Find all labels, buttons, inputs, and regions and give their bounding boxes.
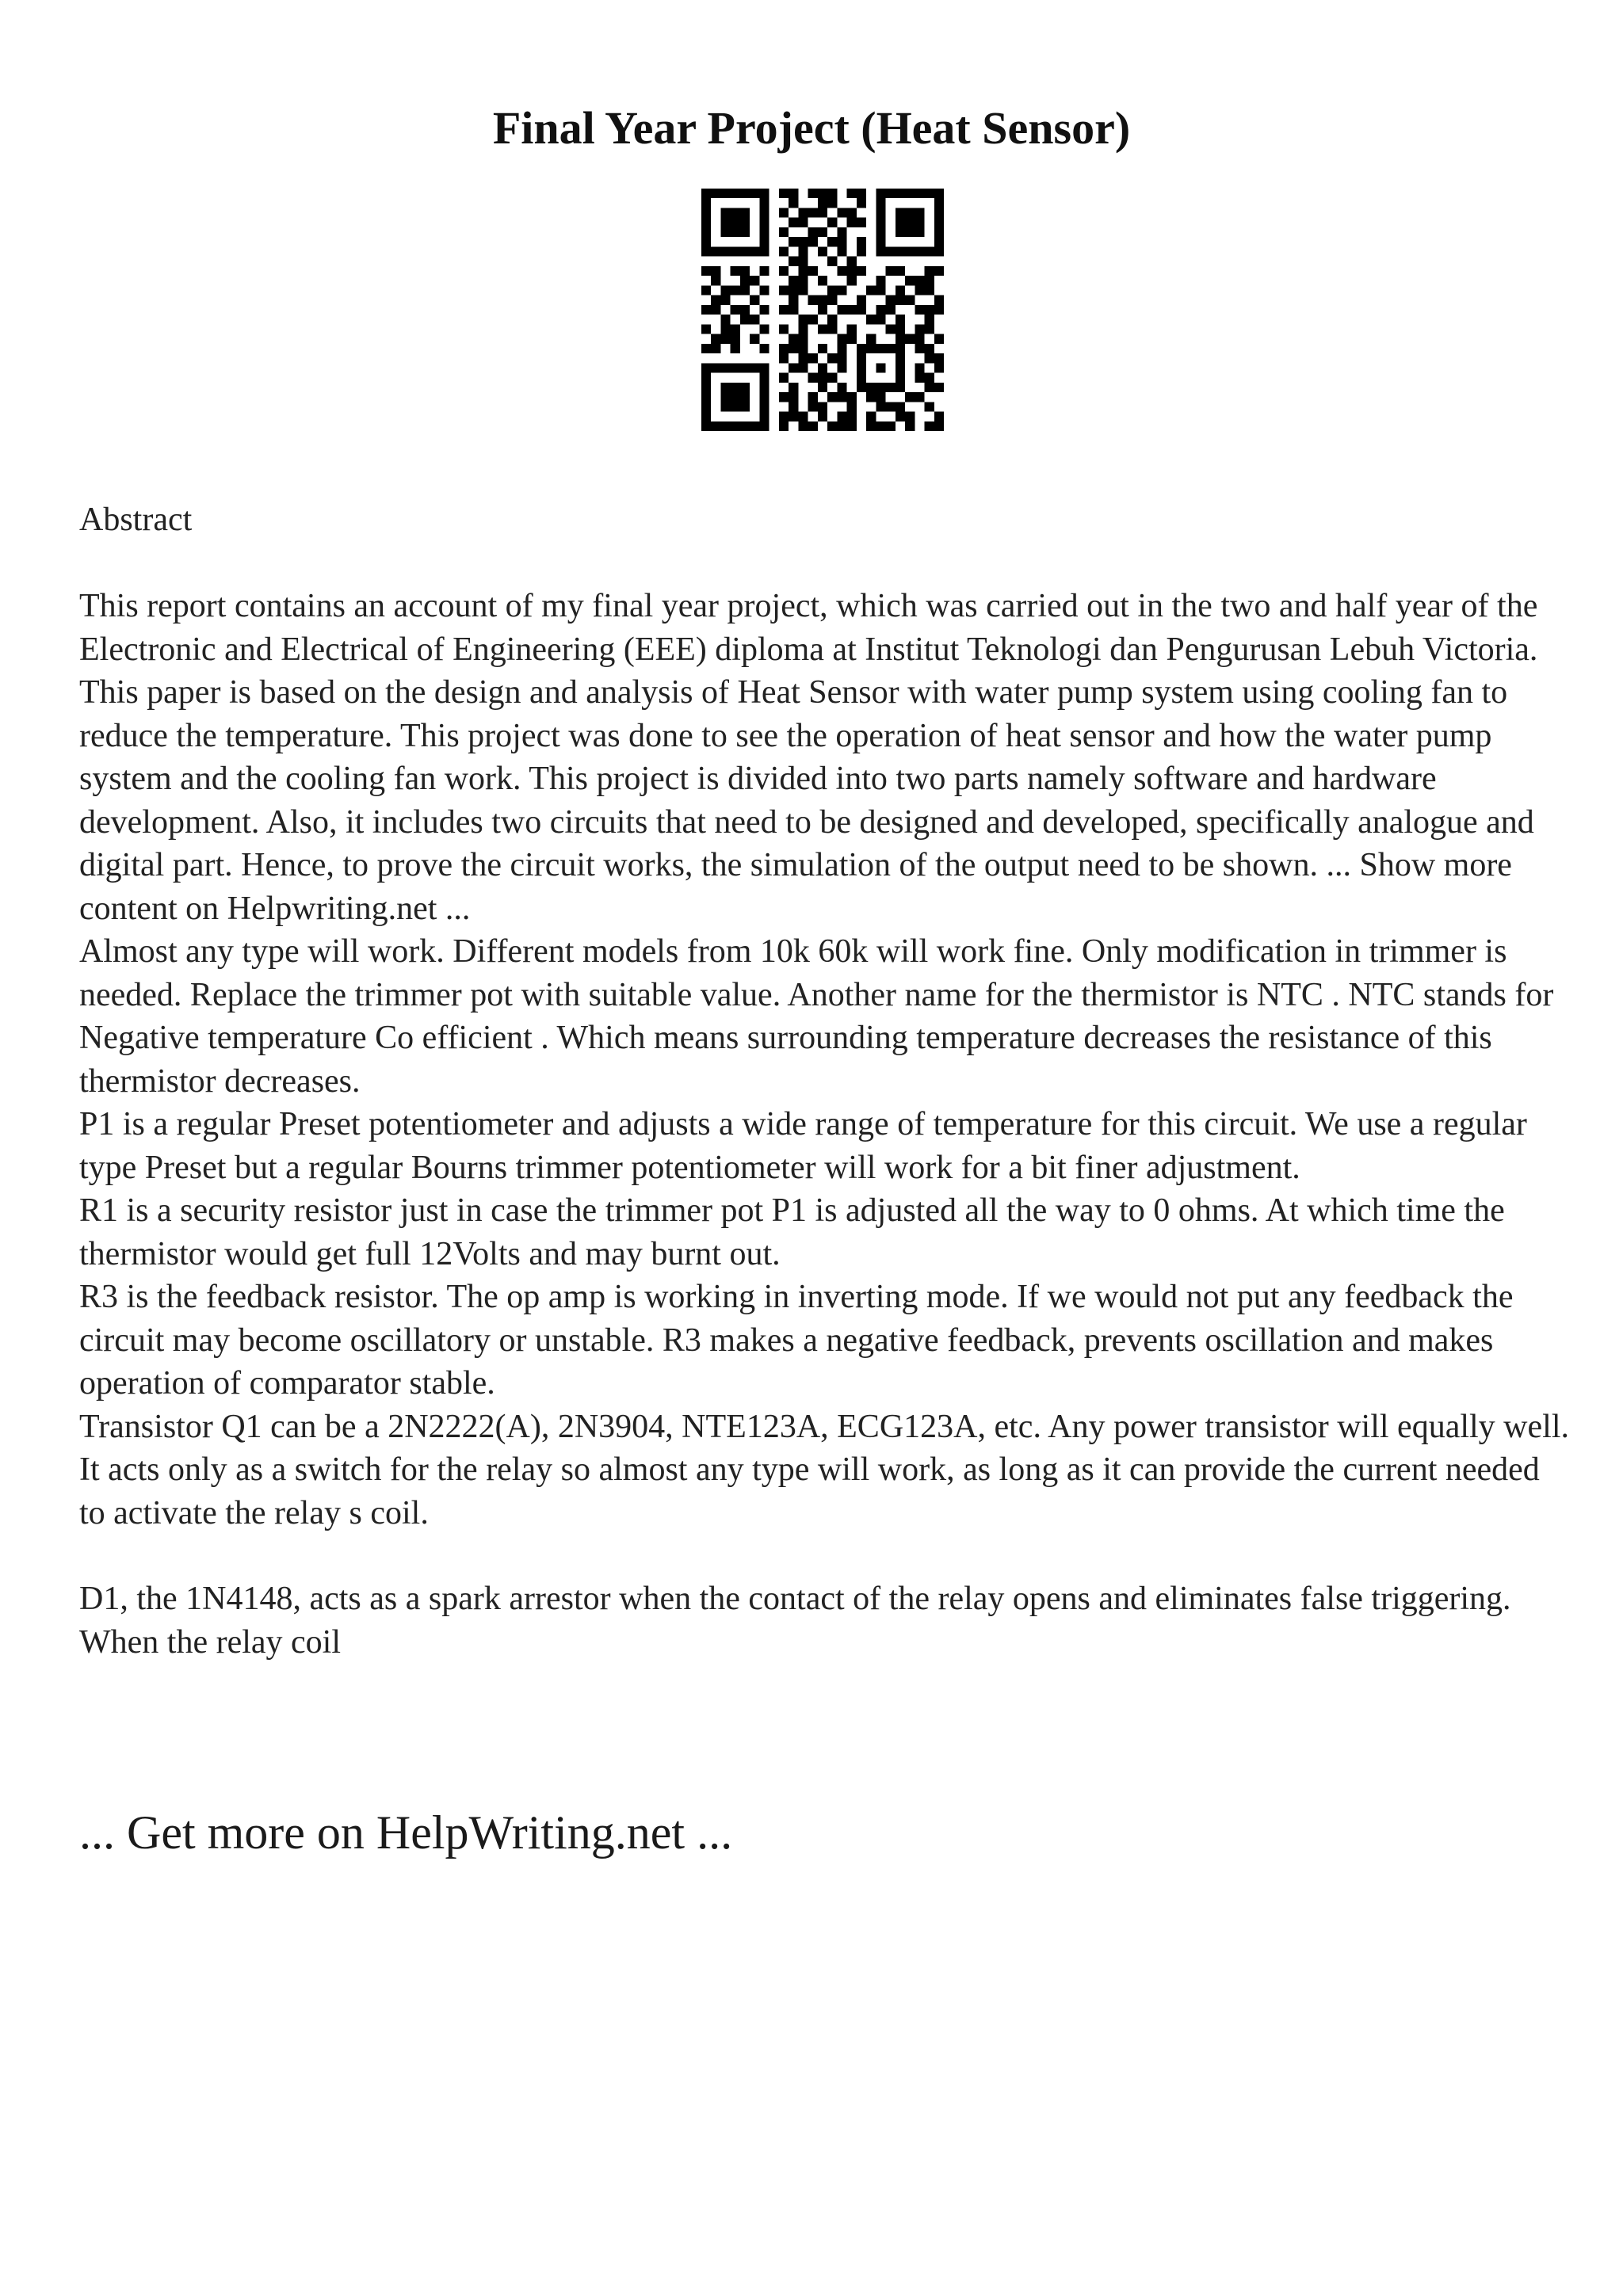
paragraph-intro: This report contains an account of my final year project, which was carried out in the two and half year of the Electronic and Electrical of Engineering (EEE) diploma at Institut Teknologi dan Pengurusan Lebuh Victoria. — [79, 588, 1538, 668]
paragraph-design: This paper is based on the design and analysis of Heat Sensor with water pump system using cooling fan to reduce the temperature. This project was done to see the operation of heat sensor and how the water pump system and the cooling fan work. This project is divided into two parts namely software and hardware development. Also, it includes two circuits that need to be designed and developed, specifically analogue and digital part. Hence, to prove the circuit works, the simulation of the output need to be shown. ... Show more content on Helpwriting.net ... — [79, 674, 1534, 927]
qr-code-icon[interactable] — [701, 189, 944, 431]
paragraph-p1: P1 is a regular Preset potentiometer and adjusts a wide range of temperature for this circuit. We use a regular type Preset but a regular Bourns trimmer potentiometer will work for a bit finer adjustment. — [79, 1106, 1527, 1186]
paragraph-q1: Transistor Q1 can be a 2N2222(A), 2N3904, NTE123A, ECG123A, etc. Any power transistor will equally well. It acts only as a switch for the relay so almost any type will work, as long as it can provide the current needed to activate the relay s coil. — [79, 1408, 1569, 1531]
abstract-heading: Abstract — [79, 502, 193, 538]
page-title: Final Year Project (Heat Sensor) — [492, 102, 1131, 154]
paragraph-r1: R1 is a security resistor just in case the trimmer pot P1 is adjusted all the way to 0 ohms. At which time the thermistor would get full 12Volts and may burnt out. — [79, 1192, 1505, 1272]
paragraph-r3: R3 is the feedback resistor. The op amp is working in inverting mode. If we would not put any feedback the circuit may become oscillatory or unstable. R3 makes a negative feedback, prevents oscillation and makes operation of comparator stable. — [79, 1279, 1514, 1402]
abstract-body — [79, 585, 1569, 1664]
paragraph-thermistor: Almost any type will work. Different models from 10k 60k will work fine. Only modification in trimmer is needed. Replace the trimmer pot with suitable value. Another name for the thermistor is NTC . NTC stands for Negative temperature Co efficient . Which means surrounding temperature decreases the resistance of this thermistor decreases. — [79, 933, 1554, 1100]
paragraph-d1: D1, the 1N4148, acts as a spark arrestor when the contact of the relay opens and eliminates false triggering. When the relay coil — [79, 1581, 1511, 1661]
get-more-link[interactable]: ... Get more on HelpWriting.net ... — [79, 1806, 733, 1859]
